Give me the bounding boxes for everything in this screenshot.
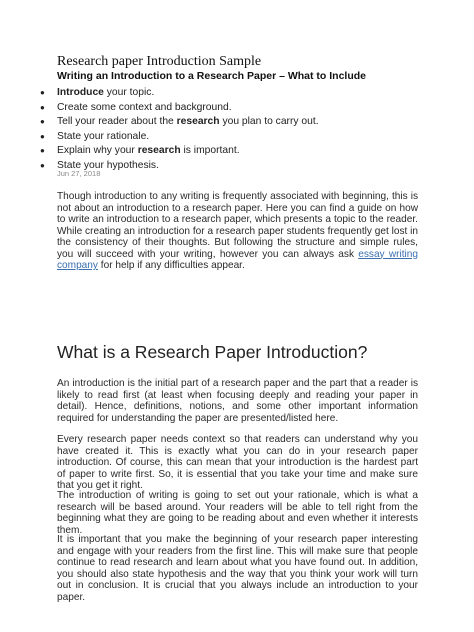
body-paragraph: It is important that you make the beginning of your research paper interesting and engage with your readers from the first line. This will make sure that people continue to read research and learn about what you have found out. In addition, you should also state hypothesis and the way that you think your work will turn out in conclusion. It is crucial that you always include an introduction to your paper. <box>57 534 418 603</box>
list-item: ● Explain why your research is important. <box>38 144 319 159</box>
section-heading: What is a Research Paper Introduction? <box>57 342 368 362</box>
bullet-icon: ● <box>40 88 45 97</box>
list-item: ● State your rationale. <box>38 130 319 145</box>
publish-date: Jun 27, 2018 <box>57 169 101 178</box>
bullet-icon: ● <box>40 160 45 170</box>
document-title: Research paper Introduction Sample <box>57 54 262 69</box>
list-item: ● Tell your reader about the research you plan to carry out. <box>38 115 319 130</box>
include-list <box>38 86 319 174</box>
document-subtitle: Writing an Introduction to a Research Paper – What to Include <box>57 70 367 82</box>
list-item: ● State your hypothesis. <box>38 159 319 174</box>
bullet-icon: ● <box>40 146 45 156</box>
essay-writing-company-link[interactable]: essay writing company <box>57 248 418 271</box>
list-item: ● Introduce your topic. <box>38 86 319 101</box>
list-item: ● Create some context and background. <box>38 101 319 116</box>
bullet-icon: ● <box>40 102 45 112</box>
body-paragraph: Every research paper needs context so that readers can understand why you have created it. This is exactly what you can do in your research paper introduction. Of course, this can mean that your introduction is the hardest part of paper to write first. So, it is essential that you take your time and make sure that you get it right. <box>57 434 418 491</box>
body-paragraph: An introduction is the initial part of a research paper and the part that a reader is likely to read first (at least when focusing deeply and reading your paper in detail). Hence, definitions, notions, and some other important information required for understanding the paper are presented/listed here. <box>57 378 418 424</box>
bullet-icon: ● <box>40 117 45 127</box>
body-paragraph: The introduction of writing is going to set out your rationale, which is what a research will be based around. Your readers will be able to tell right from the beginning what they are going to be reading about and even whether it interests them. <box>57 490 418 536</box>
bullet-icon: ● <box>40 131 45 141</box>
intro-paragraph: Though introduction to any writing is frequently associated with beginning, this is not about an introduction to a research paper. Here you can find a guide on how to write an introduction to a research paper, which presents a topic to the reader. While creating an introduction for a research paper students frequently get lost in the consistency of their thoughts. But following the structure and simple rules, you will succeed with your writing, however you can always ask essay writing company for help if any difficulties appear. <box>57 191 418 271</box>
